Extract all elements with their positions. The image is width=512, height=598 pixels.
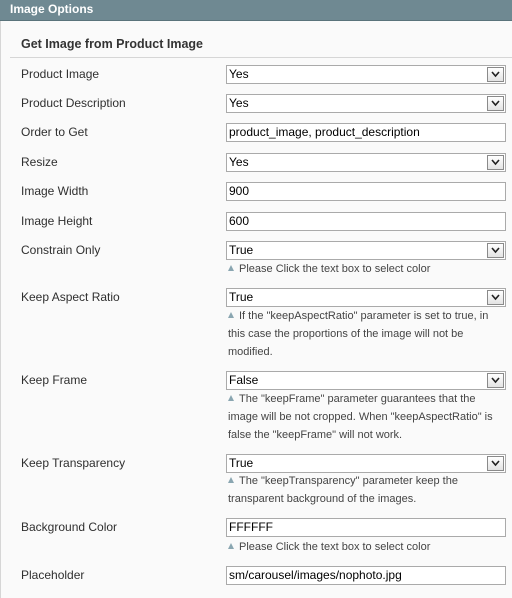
chevron-down-icon[interactable]	[487, 96, 504, 111]
fieldset-title: Get Image from Product Image	[21, 37, 203, 51]
product-image-value: Yes	[229, 67, 249, 81]
resize-label: Resize	[21, 155, 58, 169]
placeholder-label: Placeholder	[21, 568, 85, 582]
chevron-down-icon[interactable]	[487, 373, 504, 388]
triangle-up-icon	[228, 395, 234, 401]
keep-transparency-label: Keep Transparency	[21, 456, 126, 470]
resize-select[interactable]	[226, 153, 506, 172]
order-to-get-label: Order to Get	[21, 125, 88, 139]
keep-aspect-ratio-value: True	[229, 290, 254, 304]
background-color-note	[228, 538, 508, 556]
keep-frame-note-text: The "keepFrame" parameter guarantees that the image will be not cropped. When "keepAspectRatio" is false the "keepFrame" will not work.	[228, 393, 493, 441]
keep-transparency-value: True	[229, 456, 254, 470]
product-image-select[interactable]	[226, 65, 506, 84]
keep-frame-value: False	[229, 373, 259, 387]
placeholder-input[interactable]: sm/carousel/images/nophoto.jpg	[226, 566, 506, 585]
keep-frame-label: Keep Frame	[21, 373, 88, 387]
triangle-up-icon	[228, 543, 234, 549]
keep-aspect-ratio-note	[228, 307, 508, 361]
image-height-input[interactable]: 600	[226, 212, 506, 231]
keep-aspect-ratio-note-text: If the "keepAspectRatio" parameter is set to true, in this case the proportions of the image will not be modified.	[228, 310, 489, 358]
background-color-input[interactable]: FFFFFF	[226, 518, 506, 537]
constrain-only-note-text: Please Click the text box to select color	[239, 263, 431, 275]
constrain-only-note	[228, 260, 508, 278]
image-width-label: Image Width	[21, 184, 89, 198]
chevron-down-icon[interactable]	[487, 155, 504, 170]
chevron-down-icon[interactable]	[487, 67, 504, 82]
chevron-down-icon[interactable]	[487, 243, 504, 258]
keep-aspect-ratio-select[interactable]	[226, 288, 506, 307]
background-color-label: Background Color	[21, 520, 118, 534]
constrain-only-label: Constrain Only	[21, 243, 101, 257]
resize-value: Yes	[229, 155, 249, 169]
chevron-down-icon[interactable]	[487, 290, 504, 305]
section-header-title: Image Options	[10, 2, 94, 16]
image-width-input[interactable]: 900	[226, 182, 506, 201]
fieldset-divider	[10, 57, 512, 58]
constrain-only-value: True	[229, 243, 254, 257]
background-color-note-text: Please Click the text box to select color	[239, 541, 431, 553]
keep-frame-note	[228, 390, 508, 444]
product-image-label: Product Image	[21, 67, 100, 81]
triangle-up-icon	[228, 312, 234, 318]
triangle-up-icon	[228, 265, 234, 271]
product-description-value: Yes	[229, 96, 249, 110]
keep-transparency-note-text: The "keepTransparency" parameter keep the transparent background of the images.	[228, 475, 458, 505]
image-height-label: Image Height	[21, 214, 93, 228]
order-to-get-input[interactable]: product_image, product_description	[226, 123, 506, 142]
product-description-label: Product Description	[21, 96, 126, 110]
constrain-only-select[interactable]	[226, 241, 506, 260]
keep-frame-select[interactable]	[226, 371, 506, 390]
keep-aspect-ratio-label: Keep Aspect Ratio	[21, 290, 120, 304]
keep-transparency-note	[228, 472, 508, 508]
section-header[interactable]	[0, 0, 512, 21]
chevron-down-icon[interactable]	[487, 456, 504, 471]
product-description-select[interactable]	[226, 94, 506, 113]
keep-transparency-select[interactable]	[226, 454, 506, 473]
triangle-up-icon	[228, 477, 234, 483]
